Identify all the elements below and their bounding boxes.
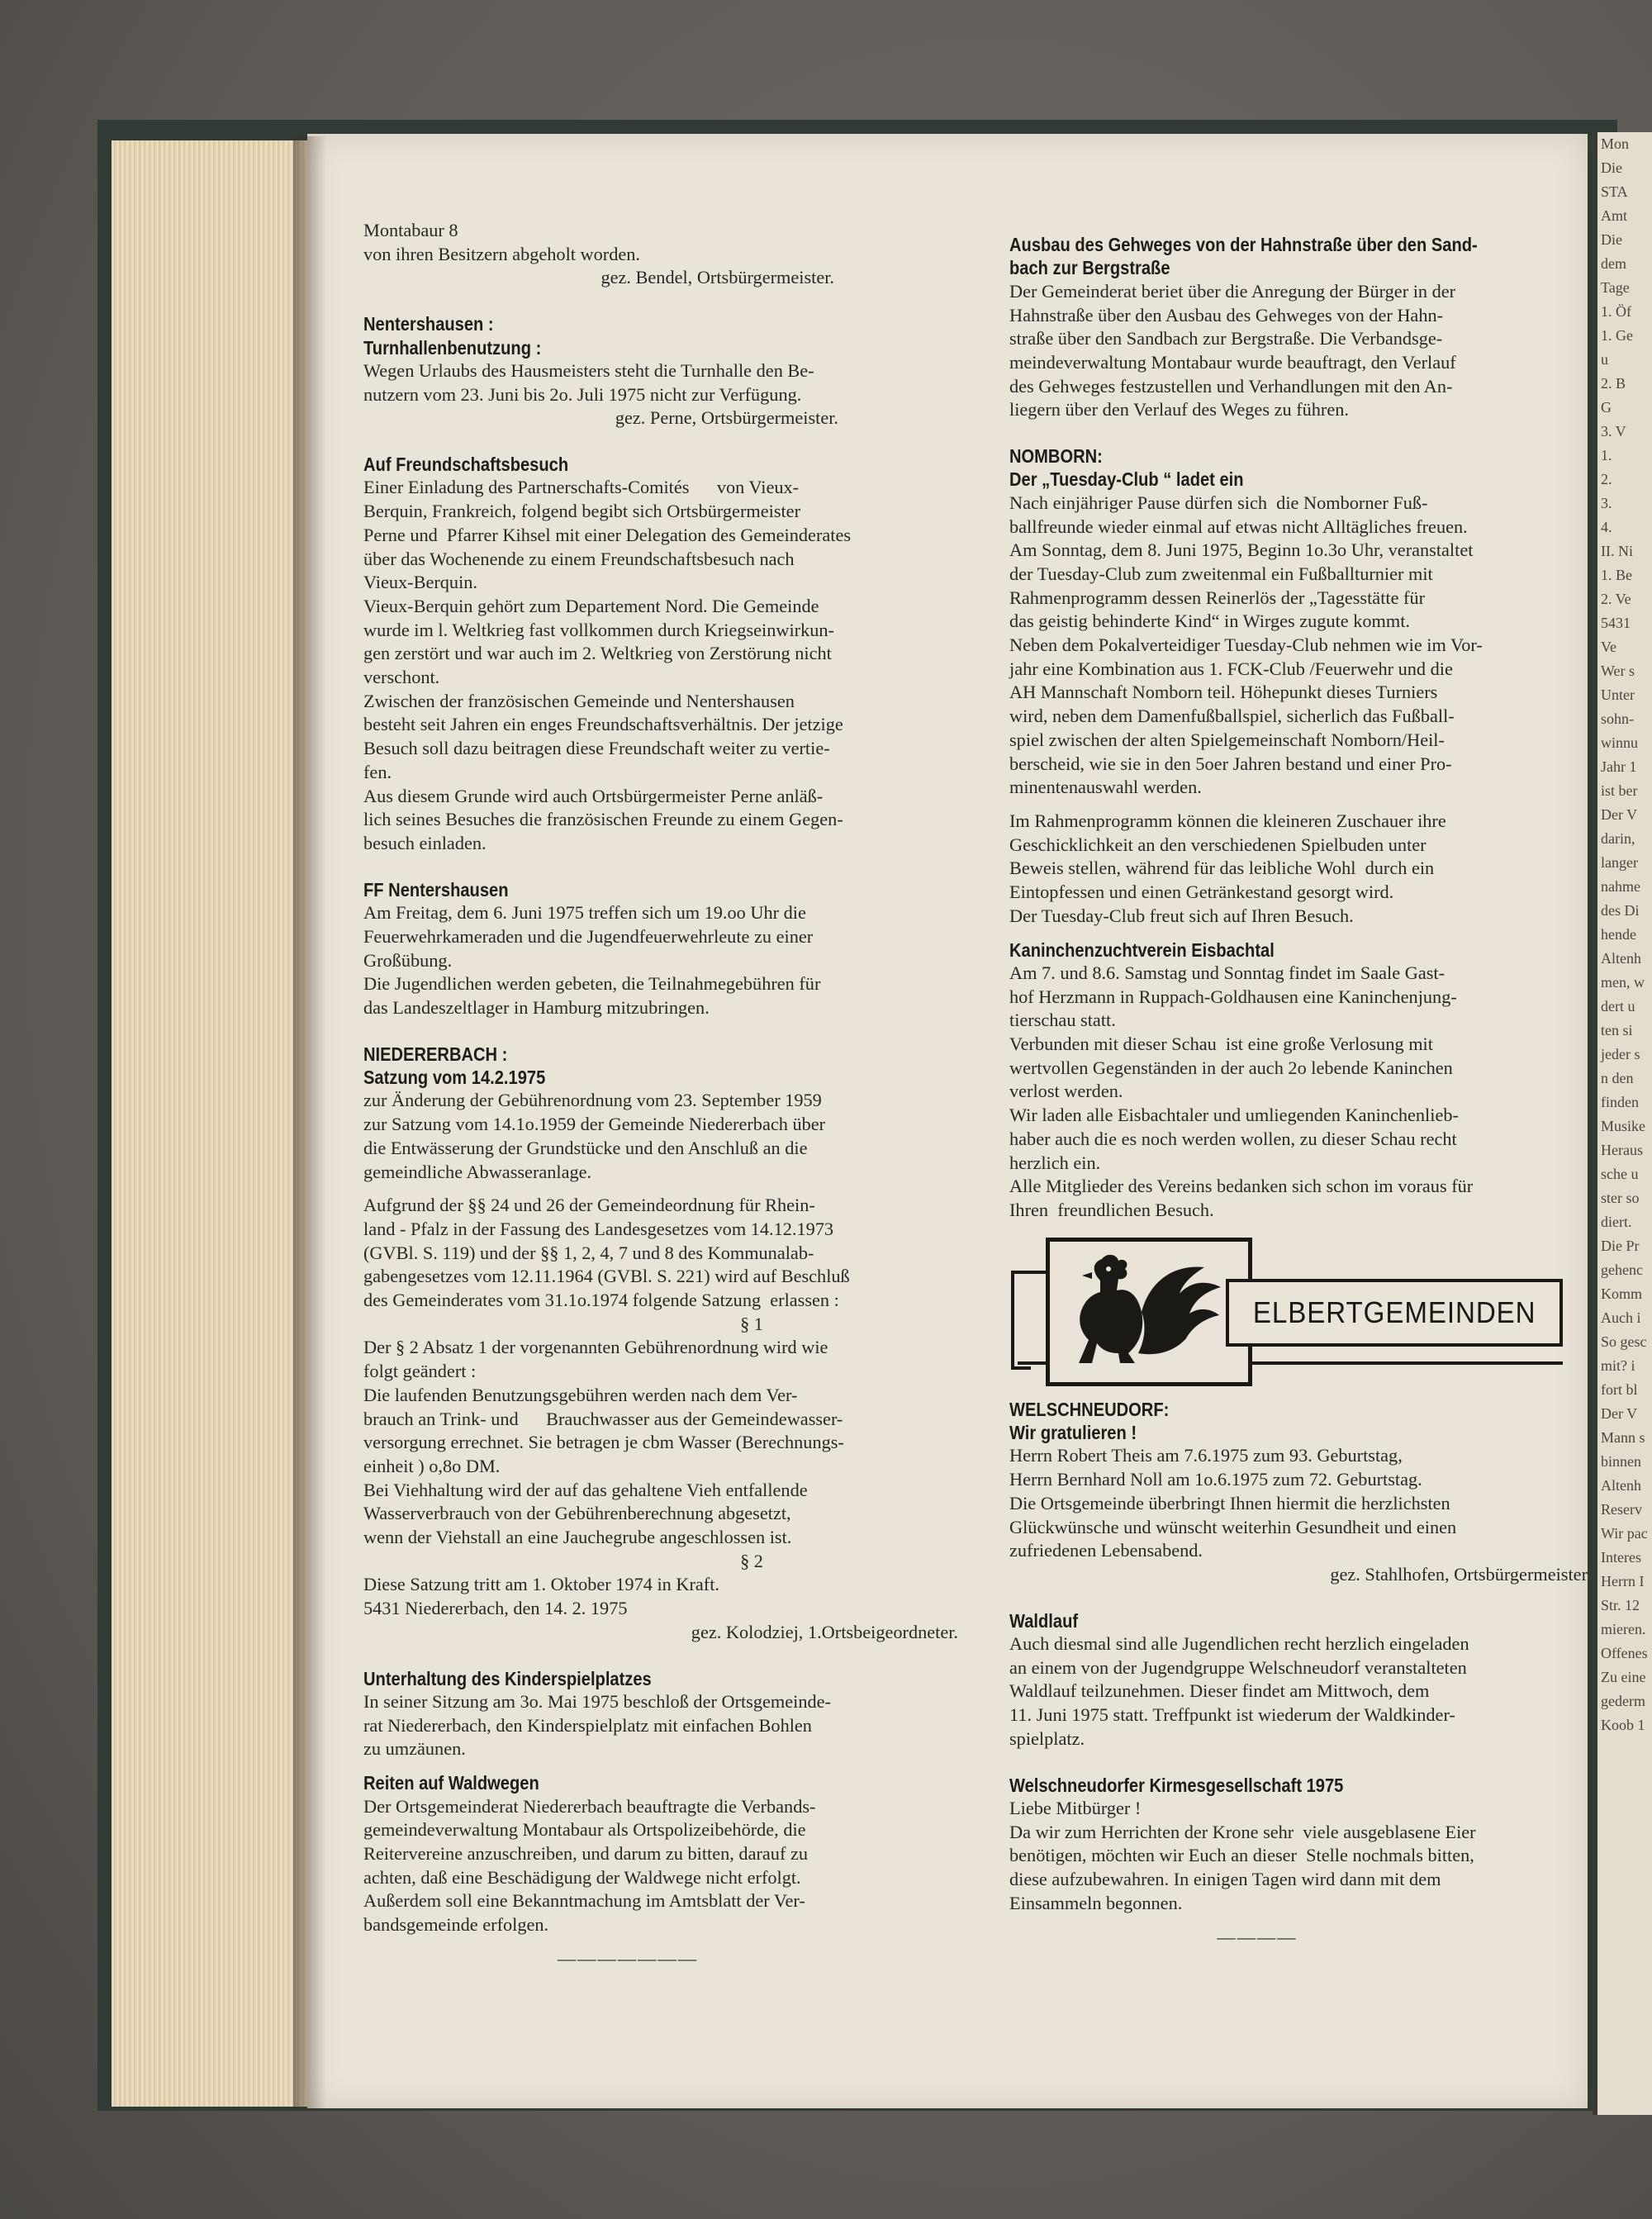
text-line: der Tuesday-Club zum zweitenmal ein Fußballturnier mit bbox=[1009, 563, 1433, 584]
paragraph-number: § 1 bbox=[740, 1313, 763, 1334]
text-line: tierschau statt. bbox=[1009, 1010, 1116, 1031]
edge-text-fragment: langer bbox=[1601, 854, 1638, 871]
edge-text-fragment: jeder s bbox=[1601, 1046, 1640, 1062]
paragraph-number: § 2 bbox=[740, 1550, 763, 1571]
edge-text-fragment: II. Ni bbox=[1601, 543, 1633, 559]
article-reiten bbox=[363, 1771, 958, 1970]
text-line: wenn der Viehstall an eine Jauchegrube angeschlossen ist. bbox=[363, 1527, 792, 1548]
heading: Reiten auf Waldwegen bbox=[363, 1772, 539, 1794]
edge-text-fragment: Zu eine bbox=[1601, 1669, 1646, 1685]
heading: Welschneudorfer Kirmesgesellschaft 1975 bbox=[1009, 1774, 1344, 1796]
text-line: wird, neben dem Damenfußballspiel, sicherlich das Fußball- bbox=[1009, 706, 1455, 727]
text-line: 11. Juni 1975 statt. Treffpunkt ist wiederum der Waldkinder- bbox=[1009, 1704, 1455, 1726]
edge-text-fragment: nahme bbox=[1601, 878, 1640, 895]
subheading: Satzung vom 14.2.1975 bbox=[363, 1067, 546, 1089]
heading: NIEDERERBACH : bbox=[363, 1043, 508, 1065]
text-line: jahr eine Kombination aus 1. FCK-Club /Feuerwehr und die bbox=[1009, 658, 1453, 679]
edge-text-fragment: Altenh bbox=[1601, 950, 1641, 967]
edge-text-fragment: Komm bbox=[1601, 1285, 1643, 1302]
body-text bbox=[1009, 492, 1588, 800]
subheading: Der „Tuesday-Club “ ladet ein bbox=[1009, 468, 1244, 491]
page-stack-edge bbox=[112, 140, 310, 2107]
text-line: Am Sonntag, dem 8. Juni 1975, Beginn 1o.3o Uhr, veranstaltet bbox=[1009, 539, 1474, 561]
article-niedererbach-satzung bbox=[363, 1043, 958, 1645]
text-line: Herrn Robert Theis am 7.6.1975 zum 93. Geburtstag, bbox=[1009, 1445, 1403, 1466]
text-line: an einem von der Jugendgruppe Welschneudorf veranstalteten bbox=[1009, 1656, 1467, 1678]
edge-text-fragment: Jahr 1 bbox=[1601, 758, 1637, 775]
edge-text-fragment: Mon bbox=[1601, 135, 1630, 152]
article-ff-nentershausen bbox=[363, 878, 958, 1020]
text-line: zu umzäunen. bbox=[363, 1738, 466, 1760]
article-kaninchenzucht bbox=[1009, 938, 1588, 1223]
edge-text-fragment: mit? i bbox=[1601, 1357, 1635, 1374]
text-line: Hahnstraße über den Ausbau des Gehweges von der Hahn- bbox=[1009, 304, 1444, 325]
edge-text-fragment: Mann s bbox=[1601, 1429, 1645, 1446]
spine-shadow bbox=[293, 136, 326, 2111]
body-text bbox=[363, 476, 958, 855]
edge-text-fragment: So gesc bbox=[1601, 1333, 1647, 1350]
body-text bbox=[363, 1690, 958, 1761]
body-text bbox=[363, 1795, 958, 1937]
edge-text-fragment: dem bbox=[1601, 255, 1626, 272]
signature: gez. Kolodziej, 1.Ortsbeigeordneter. bbox=[691, 1621, 958, 1642]
text-line: bandsgemeinde erfolgen. bbox=[363, 1914, 549, 1936]
edge-text-fragment: Unter bbox=[1601, 687, 1635, 703]
text-line: Verbunden mit dieser Schau ist eine große Verlosung mit bbox=[1009, 1033, 1433, 1055]
text-line: Außerdem soll eine Bekanntmachung im Amtsblatt der Ver- bbox=[363, 1890, 805, 1912]
edge-text-fragment: Wer s bbox=[1601, 663, 1635, 679]
text-line: berscheid, wie sie in den 5oer Jahren bestand und einer Pro- bbox=[1009, 753, 1452, 774]
section-banner bbox=[1003, 1229, 1573, 1395]
text-line: von ihren Besitzern abgeholt worden. bbox=[363, 243, 640, 264]
text-line: Im Rahmenprogramm können die kleineren Zuschauer ihre bbox=[1009, 810, 1446, 831]
article-gehweg bbox=[1009, 233, 1588, 422]
banner-bracket bbox=[1011, 1271, 1031, 1370]
heading: Auf Freundschaftsbesuch bbox=[363, 454, 569, 476]
text-line: Wir laden alle Eisbachtaler und umliegenden Kaninchenlieb- bbox=[1009, 1105, 1459, 1126]
article-nomborn bbox=[1009, 444, 1588, 928]
text-line: gen zerstört und war auch im 2. Weltkrieg von Zerstörung nicht bbox=[363, 643, 832, 664]
edge-text-fragment: 4. bbox=[1601, 519, 1612, 535]
adjacent-page-edge bbox=[1593, 132, 1652, 2115]
edge-text-fragment: Altenh bbox=[1601, 1477, 1641, 1494]
text-line: Bei Viehhaltung wird der auf das gehaltene Vieh entfallende bbox=[363, 1479, 808, 1500]
edge-text-fragment: sche u bbox=[1601, 1166, 1639, 1182]
edge-text-fragment: 5431 bbox=[1601, 615, 1631, 631]
body-text bbox=[363, 1573, 958, 1620]
text-line: 5431 Niedererbach, den 14. 2. 1975 bbox=[363, 1598, 628, 1619]
article-nentershausen bbox=[363, 312, 958, 430]
text-line: Der Tuesday-Club freut sich auf Ihren Besuch. bbox=[1009, 905, 1354, 926]
edge-text-fragment: Die Pr bbox=[1601, 1238, 1640, 1254]
edge-text-fragment: dert u bbox=[1601, 998, 1635, 1014]
text-line: Geschicklichkeit an den verschiedenen Spielbuden unter bbox=[1009, 834, 1427, 855]
edge-text-fragment: binnen bbox=[1601, 1453, 1641, 1470]
edge-text-fragment: ten si bbox=[1601, 1022, 1633, 1038]
heading-continued: bach zur Bergstraße bbox=[1009, 257, 1170, 279]
subheading: Wir gratulieren ! bbox=[1009, 1422, 1137, 1444]
text-line: land - Pfalz in der Fassung des Landesgesetzes vom 14.12.1973 bbox=[363, 1218, 834, 1239]
edge-text-fragment: Tage bbox=[1601, 279, 1630, 296]
text-line: meindeverwaltung Montabaur wurde beauftragt, den Verlauf bbox=[1009, 351, 1456, 373]
edge-text-fragment: gederm bbox=[1601, 1693, 1645, 1709]
edge-text-fragment: Str. 12 bbox=[1601, 1597, 1640, 1613]
body-text bbox=[363, 1336, 958, 1549]
text-line: brauch an Trink- und Brauchwasser aus der Gemeindewasser- bbox=[363, 1408, 843, 1429]
text-line: AH Mannschaft Nomborn teil. Höhepunkt dieses Turniers bbox=[1009, 682, 1438, 703]
text-line: diese aufzubewahren. In einigen Tagen wird dann mit dem bbox=[1009, 1869, 1441, 1890]
text-line: fen. bbox=[363, 761, 392, 782]
edge-text-fragment: Der V bbox=[1601, 806, 1638, 823]
text-line: versorgung errechnet. Sie betragen je cbm Wasser (Berechnungs- bbox=[363, 1432, 844, 1453]
heading: WELSCHNEUDORF: bbox=[1009, 1398, 1170, 1420]
text-line: Nach einjähriger Pause dürfen sich die Nomborner Fuß- bbox=[1009, 492, 1428, 513]
edge-text-fragment: 3. bbox=[1601, 495, 1612, 511]
text-line: besteht seit Jahren ein enges Freundschaftsverhältnis. Der jetzige bbox=[363, 714, 843, 735]
end-rule: ———— bbox=[1217, 1926, 1298, 1947]
edge-text-fragment: finden bbox=[1601, 1094, 1639, 1110]
banner-title-box bbox=[1226, 1279, 1563, 1347]
edge-text-fragment: Auch i bbox=[1601, 1309, 1641, 1326]
edge-text-fragment: Die bbox=[1601, 159, 1622, 176]
text-line: Perne und Pfarrer Kihsel mit einer Delegation des Gemeinderates bbox=[363, 524, 852, 545]
text-line: des Gehweges festzustellen und Verhandlungen mit den An- bbox=[1009, 375, 1453, 397]
text-line: liegern über den Verlauf des Weges zu führen. bbox=[1009, 399, 1349, 421]
edge-text-fragment: hende bbox=[1601, 926, 1636, 943]
heading: Kaninchenzuchtverein Eisbachtal bbox=[1009, 938, 1275, 961]
body-text bbox=[1009, 1444, 1588, 1563]
text-line: Aus diesem Grunde wird auch Ortsbürgermeister Perne anläß- bbox=[363, 785, 824, 806]
text-line: Aufgrund der §§ 24 und 26 der Gemeindeordnung für Rhein- bbox=[363, 1195, 815, 1216]
text-line: folgt geändert : bbox=[363, 1361, 477, 1382]
edge-text-fragment: winnu bbox=[1601, 734, 1638, 751]
edge-text-fragment: 1. Be bbox=[1601, 567, 1632, 583]
heading: NOMBORN: bbox=[1009, 445, 1103, 468]
text-line: Auch diesmal sind alle Jugendlichen recht herzlich eingeladen bbox=[1009, 1633, 1469, 1655]
text-line: lich seines Besuches die französischen Freunde zu einem Gegen- bbox=[363, 809, 843, 830]
text-line: gemeindliche Abwasseranlage. bbox=[363, 1161, 592, 1182]
banner-title: ELBERTGEMEINDEN bbox=[1252, 1295, 1536, 1329]
text-line: Waldlauf teilzunehmen. Dieser findet am Mittwoch, dem bbox=[1009, 1680, 1430, 1702]
body-text bbox=[1009, 1632, 1588, 1751]
text-line: Beweis stellen, während für das leibliche Wohl durch ein bbox=[1009, 858, 1435, 879]
text-line: herzlich ein. bbox=[1009, 1152, 1101, 1173]
edge-text-fragment: Heraus bbox=[1601, 1142, 1643, 1158]
body-text bbox=[363, 901, 958, 1020]
text-line: zufriedenen Lebensabend. bbox=[1009, 1540, 1203, 1561]
rooster-icon bbox=[1059, 1247, 1232, 1371]
text-line: Ihren freundlichen Besuch. bbox=[1009, 1199, 1214, 1220]
text-line: Am 7. und 8.6. Samstag und Sonntag findet im Saale Gast- bbox=[1009, 962, 1446, 983]
edge-text-fragment: Interes bbox=[1601, 1549, 1641, 1566]
text-line: Reitervereine anzuschreiben, und darum zu bitten, darauf zu bbox=[363, 1842, 808, 1864]
text-line: achten, daß eine Beschädigung der Waldwege nicht erfolgt. bbox=[363, 1866, 801, 1888]
text-line: wertvollen Gegenständen in der auch 2o lebende Kaninchen bbox=[1009, 1057, 1453, 1078]
text-line: Einsammeln begonnen. bbox=[1009, 1892, 1183, 1913]
edge-text-fragment: 1. Öf bbox=[1601, 303, 1631, 320]
edge-text-fragment: 1. bbox=[1601, 447, 1612, 463]
heading: Nentershausen : bbox=[363, 313, 494, 335]
signature: gez. Stahlhofen, Ortsbürgermeister bbox=[1330, 1563, 1588, 1585]
body-text bbox=[363, 1194, 958, 1313]
text-line: Einer Einladung des Partnerschafts-Comités von Vieux- bbox=[363, 477, 800, 498]
text-line: Alle Mitglieder des Vereins bedanken sich schon im voraus für bbox=[1009, 1176, 1474, 1197]
text-line: Die laufenden Benutzungsgebühren werden nach dem Ver- bbox=[363, 1384, 798, 1405]
text-line: (GVBl. S. 119) und der §§ 1, 2, 4, 7 und 8 des Kommunalab- bbox=[363, 1242, 814, 1263]
edge-text-fragment: des Di bbox=[1601, 902, 1640, 919]
text-line: des Gemeinderates vom 31.1o.1974 folgende Satzung erlassen : bbox=[363, 1290, 839, 1311]
body-text bbox=[1009, 810, 1588, 929]
edge-text-fragment: gehenc bbox=[1601, 1262, 1643, 1278]
article-kinderspielplatz bbox=[363, 1667, 958, 1762]
text-line: Glückwünsche und wünscht weiterhin Gesundheit und einen bbox=[1009, 1516, 1457, 1537]
text-line: minentenauswahl werden. bbox=[1009, 777, 1202, 798]
text-line: Da wir zum Herrichten der Krone sehr viele ausgeblasene Eier bbox=[1009, 1821, 1476, 1842]
heading: Unterhaltung des Kinderspielplatzes bbox=[363, 1667, 652, 1689]
edge-text-fragment: fort bl bbox=[1601, 1381, 1638, 1398]
article-welschneudorf bbox=[1009, 1398, 1588, 1587]
edge-text-fragment: men, w bbox=[1601, 974, 1645, 991]
text-line: besuch einladen. bbox=[363, 832, 487, 853]
text-line: Der § 2 Absatz 1 der vorgenannten Gebührenordnung wird wie bbox=[363, 1337, 828, 1358]
edge-text-fragment: n den bbox=[1601, 1070, 1634, 1086]
edge-text-fragment: sohn- bbox=[1601, 710, 1634, 727]
text-line: die Entwässerung der Grundstücke und den Anschluß an die bbox=[363, 1137, 808, 1158]
edge-text-fragment: STA bbox=[1601, 183, 1628, 200]
edge-text-fragment: darin, bbox=[1601, 830, 1635, 847]
text-line: Liebe Mitbürger ! bbox=[1009, 1798, 1142, 1818]
text-line: verlost werden. bbox=[1009, 1081, 1123, 1102]
edge-text-fragment: ist ber bbox=[1601, 782, 1638, 799]
signature: gez. Bendel, Ortsbürgermeister. bbox=[601, 267, 834, 288]
edge-text-fragment: Die bbox=[1601, 231, 1622, 248]
right-column bbox=[1009, 233, 1588, 1949]
edge-text-fragment: 2. B bbox=[1601, 375, 1626, 392]
text-line: Wasserverbrauch von der Gebührenberechnung abgesetzt, bbox=[363, 1503, 791, 1524]
end-rule: ——————— bbox=[557, 1947, 699, 1969]
text-line: Feuerwehrkameraden und die Jugendfeuerwehrleute zu einer bbox=[363, 925, 814, 947]
text-line: hof Herzmann in Ruppach-Goldhausen eine Kaninchenjung- bbox=[1009, 986, 1457, 1007]
text-line: Der Gemeinderat beriet über die Anregung der Bürger in der bbox=[1009, 280, 1456, 302]
subheading: Turnhallenbenutzung : bbox=[363, 336, 542, 359]
edge-text-fragment: Ve bbox=[1601, 639, 1616, 655]
heading: FF Nentershausen bbox=[363, 878, 509, 900]
signature: gez. Perne, Ortsbürgermeister. bbox=[615, 407, 838, 429]
text-line: Neben dem Pokalverteidiger Tuesday-Club nehmen wie im Vor- bbox=[1009, 634, 1483, 656]
heading: Waldlauf bbox=[1009, 1609, 1079, 1632]
text-line: benötigen, möchten wir Euch an dieser Stelle nochmals bitten, bbox=[1009, 1845, 1474, 1866]
text-line: Die Ortsgemeinde überbringt Ihnen hiermit die herzlichsten bbox=[1009, 1492, 1450, 1513]
page-header: Montabaur 8 bbox=[363, 220, 458, 240]
article-waldlauf bbox=[1009, 1609, 1588, 1751]
text-line: zur Änderung der Gebührenordnung vom 23. September 1959 bbox=[363, 1090, 822, 1111]
edge-text-fragment: Herrn I bbox=[1601, 1573, 1645, 1589]
edge-text-fragment: Amt bbox=[1601, 207, 1628, 224]
text-line: über das Wochenende zu einem Freundschaftsbesuch nach bbox=[363, 548, 795, 569]
text-line: Zwischen der französischen Gemeinde und Nentershausen bbox=[363, 690, 795, 711]
text-line: gemeindeverwaltung Montabaur als Ortspolizeibehörde, die bbox=[363, 1819, 806, 1841]
text-line: Vieux-Berquin. bbox=[363, 572, 477, 593]
text-line: einheit ) o,8o DM. bbox=[363, 1455, 501, 1476]
edge-text-fragment: mieren. bbox=[1601, 1621, 1646, 1637]
text-line: straße über den Sandbach zur Bergstraße. Die Verbandsge- bbox=[1009, 328, 1443, 349]
article-kirmesgesellschaft bbox=[1009, 1774, 1588, 1950]
edge-text-fragment: Koob 1 bbox=[1601, 1717, 1645, 1733]
text-line: Besuch soll dazu beitragen diese Freundschaft weiter zu vertie- bbox=[363, 738, 830, 759]
text-line: verschont. bbox=[363, 667, 440, 688]
edge-text-fragment: Offenes bbox=[1601, 1645, 1648, 1661]
edge-text-fragment: 2. Ve bbox=[1601, 591, 1631, 607]
article-freundschaftsbesuch bbox=[363, 453, 958, 856]
body-text bbox=[1009, 962, 1588, 1223]
text-line: Wegen Urlaubs des Hausmeisters steht die Turnhalle den Be- bbox=[363, 359, 814, 381]
text-line: zur Satzung vom 14.1o.1959 der Gemeinde Niedererbach über bbox=[363, 1114, 826, 1135]
left-column bbox=[363, 219, 958, 1970]
text-line: wurde im l. Weltkrieg fast vollkommen durch Kriegseinwirkun- bbox=[363, 619, 834, 640]
body-text bbox=[1009, 280, 1588, 422]
text-line: Am Freitag, dem 6. Juni 1975 treffen sich um 19.oo Uhr die bbox=[363, 902, 806, 924]
edge-text-fragment: G bbox=[1601, 399, 1612, 416]
edge-text-fragment: Musike bbox=[1601, 1118, 1645, 1134]
edge-text-fragment: Wir pac bbox=[1601, 1525, 1648, 1542]
body-text bbox=[363, 1089, 958, 1184]
text-line: In seiner Sitzung am 3o. Mai 1975 beschloß der Ortsgemeinde- bbox=[363, 1691, 831, 1712]
text-line: rat Niedererbach, den Kinderspielplatz mit einfachen Bohlen bbox=[363, 1714, 812, 1736]
edge-text-fragment: diert. bbox=[1601, 1214, 1632, 1230]
edge-text-fragment: 1. Ge bbox=[1601, 327, 1633, 344]
text-line: das geistig behinderte Kind“ in Wirges zugute kommt. bbox=[1009, 611, 1411, 632]
text-line: das Landeszeltlager in Hamburg mitzubringen. bbox=[363, 996, 710, 1018]
text-line: Eintopfessen und einen Getränkestand gesorgt wird. bbox=[1009, 881, 1394, 903]
text-line: Berquin, Frankreich, folgend begibt sich Ortsbürgermeister bbox=[363, 501, 801, 522]
edge-text-fragment: ster so bbox=[1601, 1190, 1640, 1206]
text-line: spiel zwischen der alten Spielgemeinschaft Nomborn/Heil- bbox=[1009, 729, 1445, 750]
edge-text-fragment: u bbox=[1601, 351, 1608, 368]
text-line: spielplatz. bbox=[1009, 1727, 1085, 1749]
text-line: Großübung. bbox=[363, 949, 453, 971]
text-line: gabengesetzes vom 12.11.1964 (GVBl. S. 221) wird auf Beschluß bbox=[363, 1266, 850, 1287]
text-line: Diese Satzung tritt am 1. Oktober 1974 in Kraft. bbox=[363, 1574, 719, 1595]
body-text bbox=[363, 359, 958, 406]
edge-text-fragment: 2. bbox=[1601, 471, 1612, 487]
edge-text-fragment: Der V bbox=[1601, 1405, 1638, 1422]
text-line: Der Ortsgemeinderat Niedererbach beauftragte die Verbands- bbox=[363, 1795, 816, 1817]
text-line: Vieux-Berquin gehört zum Departement Nord. Die Gemeinde bbox=[363, 595, 819, 616]
text-line: nutzern vom 23. Juni bis 2o. Juli 1975 nicht zur Verfügung. bbox=[363, 383, 802, 405]
edge-text-fragment: Reserv bbox=[1601, 1501, 1642, 1518]
text-line: Die Jugendlichen werden gebeten, die Teilnahmegebühren für bbox=[363, 973, 821, 995]
text-line: Herrn Bernhard Noll am 1o.6.1975 zum 72. Geburtstag. bbox=[1009, 1469, 1422, 1490]
text-line: Rahmenprogramm dessen Reinerlös der „Tagesstätte für bbox=[1009, 587, 1426, 608]
heading: Ausbau des Gehweges von der Hahnstraße über den Sand- bbox=[1009, 234, 1478, 255]
text-line: ballfreunde wieder einmal auf etwas nicht Alltägliches freuen. bbox=[1009, 516, 1468, 537]
body-text bbox=[1009, 1797, 1588, 1916]
text-line: haber auch die es noch werden wollen, zu dieser Schau recht bbox=[1009, 1128, 1457, 1149]
edge-text-fragment: 3. V bbox=[1601, 423, 1626, 440]
